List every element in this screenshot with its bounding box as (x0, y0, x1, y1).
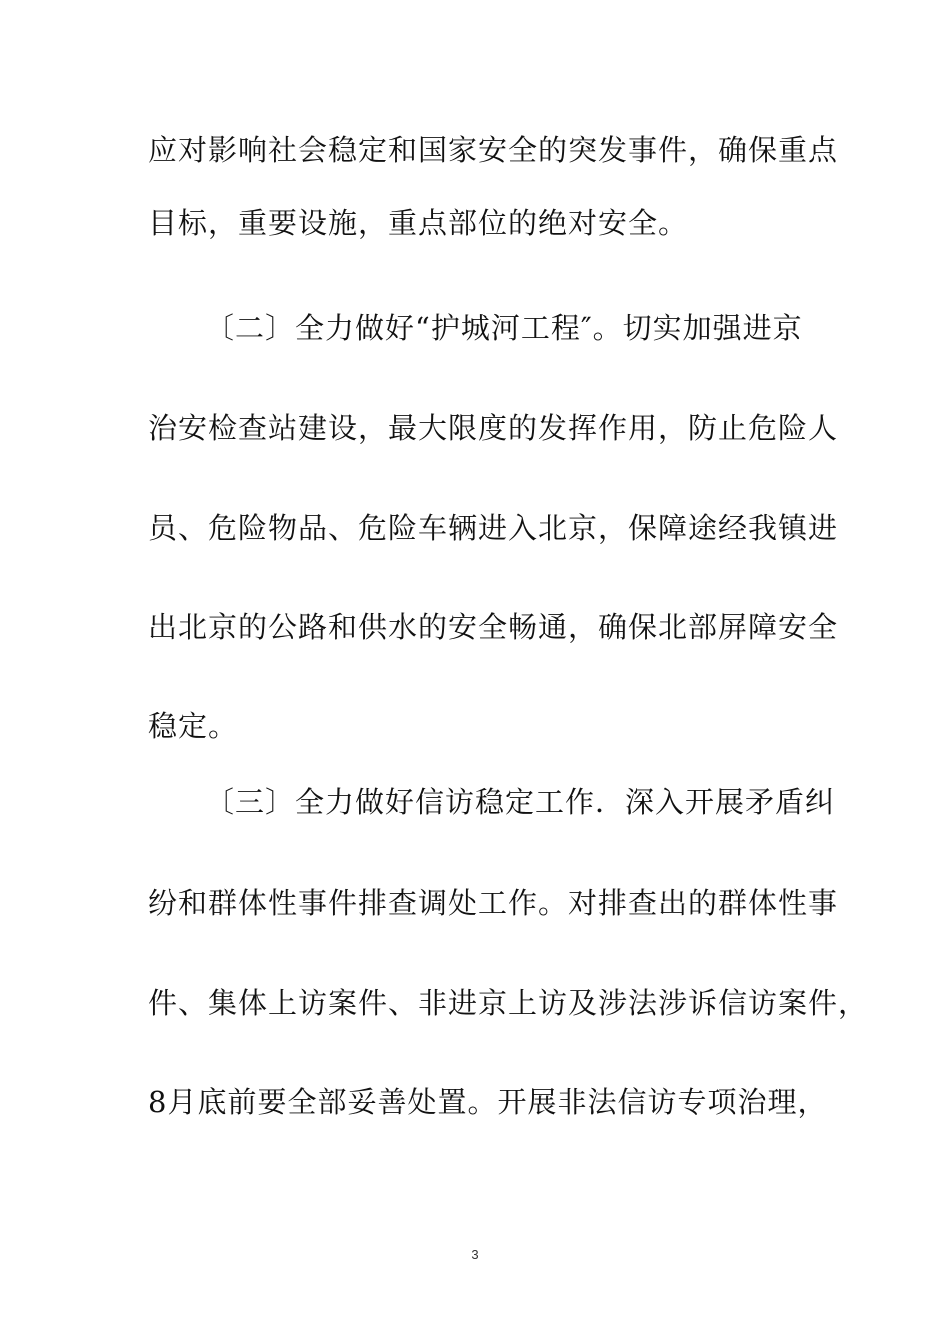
section-heading-line: 〔二〕全力做好“护城河工程″。切实加强进京 (205, 311, 803, 345)
page-number: 3 (471, 1247, 479, 1262)
body-text-line: 应对影响社会稳定和国家安全的突发事件，确保重点 (148, 133, 839, 167)
body-text-line: 出北京的公路和供水的安全畅通，确保北部屏障安全 (148, 610, 839, 644)
body-text-line: 8月底前要全部妥善处置。开展非法信访专项治理， (148, 1085, 828, 1119)
body-text-line: 目标，重要设施，重点部位的绝对安全。 (148, 206, 689, 240)
body-text-line: 纷和群体性事件排查调处工作。对排查出的群体性事 (148, 886, 839, 920)
body-text-line: 稳定。 (148, 709, 239, 743)
body-text-line: 员、危险物品、危险车辆进入北京，保障途经我镇进 (148, 511, 839, 545)
body-text-line: 治安检查站建设，最大限度的发挥作用，防止危险人 (148, 411, 839, 445)
section-heading-line: 〔三〕全力做好信访稳定工作．深入开展矛盾纠 (205, 785, 836, 819)
body-text-line: 件、集体上访案件、非进京上访及涉法涉诉信访案件， (148, 986, 869, 1020)
